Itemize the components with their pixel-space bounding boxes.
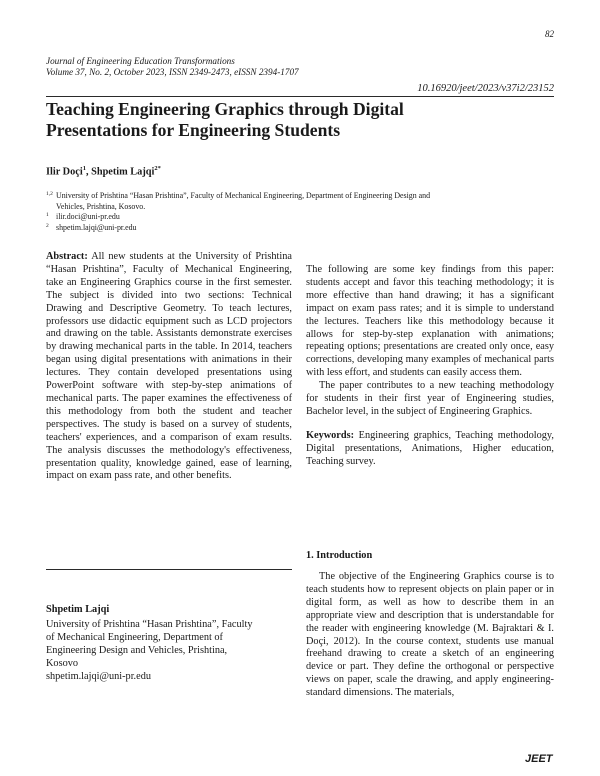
keywords-text: Engineering graphics, Teaching methodology, Digital presentations, Animations, Higher education, Teaching survey. xyxy=(306,429,554,467)
corresponding-author xyxy=(46,604,296,683)
corresponding-author-name: Shpetim Lajqi xyxy=(46,604,110,615)
keywords-paragraph xyxy=(306,430,554,469)
email-1-sup: 1 xyxy=(46,212,49,218)
corresponding-address-4: Kosovo xyxy=(46,657,79,669)
affiliation-text: University of Prishtina “Hasan Prishtina”, Faculty of Mechanical Engineering, Department of Engineering Design and xyxy=(56,191,431,200)
jeet-logo-text: JEET xyxy=(525,753,553,764)
doi: 10.16920/jeet/2023/v37i2/23152 xyxy=(417,83,554,94)
abstract-text: All new students at the University of Prishtina “Hasan Prishtina”, Faculty of Mechanical Engineering, take an Engineering Graphics course in the first semester. The subject is divided into two sections: Technical Drawing and Descriptive Geometry. To teach lectures, professors use didactic equipment such as LCD projectors and drawing on the table. Assistants demonstrate exercises by drawing mechanical parts in the table. In 2014, teachers began using digital presentations with animations in their lectures. They contain developed presentations using PowerPoint software with step-by-step animations of mechanical parts. The paper examines the effectiveness of this methodology from both the student and teacher perspectives. The study is based on a survey of students, teachers' experiences, and a comparison of exam results. The analysis discusses the methodology's effectiveness, presentation quality, knowledge gained, ease of learning, impact on exam pass rate, and other benefits. xyxy=(46,251,292,482)
findings-paragraph: The following are some key findings from this paper: students accept and favor this teaching methodology; it is more effective than hand drawing; it has a significant impact on exam pass rates; and it is simple to understand the lectures. Teachers like this methodology because it allows for step-by-step explanation with animations; repeating options; presentations are created only once, easy corrections, developing many examples of mechanical parts with less effort, and students can easily access them. xyxy=(306,264,554,379)
keywords-label: Keywords: xyxy=(306,429,355,441)
corresponding-address-2: of Mechanical Engineering, Department of xyxy=(46,631,223,643)
corresponding-address-1: University of Prishtina “Hasan Prishtina”, Faculty xyxy=(46,618,253,630)
abstract-label: Abstract: xyxy=(46,251,88,262)
abstract-column xyxy=(46,251,292,483)
title-line-2: Presentations for Engineering Students xyxy=(46,120,341,140)
corresponding-email: shpetim.lajqi@uni-pr.edu xyxy=(46,670,151,682)
email-1: ilir.doci@uni-pr.edu xyxy=(56,212,120,221)
introduction-paragraph: The objective of the Engineering Graphics course is to teach students how to represent objects on plain paper or in digital form, as well as how to describe them in an appropriate view and description that is understandable for the reader with engineering knowledge (M. Bajraktari & I. Doçi, 2012). In the course context, students use manual freehand drawing to create a sketch of an engineering device or part. They define the orthogonal or perspective views on paper, scale the drawing, and apply engineering-standard dimensions. The materials, xyxy=(306,571,554,699)
introduction-heading: 1. Introduction xyxy=(306,550,373,561)
affiliations xyxy=(46,191,546,233)
author-list xyxy=(46,165,161,177)
header-rule xyxy=(46,96,554,97)
email-2-sup: 2 xyxy=(46,222,49,229)
affiliation-sup: 1,2 xyxy=(46,191,53,197)
journal-volume: Volume 37, No. 2, October 2023, ISSN 2349-2473, eISSN 2394-1707 xyxy=(46,67,299,77)
journal-name: Journal of Engineering Education Transformations xyxy=(46,56,235,66)
abstract-paragraph xyxy=(46,251,292,483)
email-2: shpetim.lajqi@uni-pr.edu xyxy=(56,222,137,232)
author-2-sup: 2* xyxy=(154,165,161,172)
email-line-2 xyxy=(46,223,546,234)
corresponding-address-3: Engineering Design and Vehicles, Prishtina, xyxy=(46,644,228,656)
author-2: Shpetim Lajqi xyxy=(91,166,155,178)
paper-title xyxy=(46,99,546,141)
email-line-1 xyxy=(46,212,546,223)
introduction-column xyxy=(306,571,554,700)
title-line-1: Teaching Engineering Graphics through Digital xyxy=(46,99,404,119)
jeet-logo xyxy=(524,750,556,764)
affiliation-line xyxy=(46,191,546,202)
abstract-continued-column xyxy=(306,264,554,469)
journal-header xyxy=(46,56,299,78)
author-1: Ilir Doçi xyxy=(46,166,83,178)
affiliation-continued: Vehicles, Prishtina, Kosovo. xyxy=(56,201,146,211)
author-1-sup: 1 xyxy=(82,165,86,172)
footnote-rule xyxy=(46,569,292,570)
author-separator: , xyxy=(85,166,92,178)
page-number: 82 xyxy=(545,29,554,39)
contribution-paragraph: The paper contributes to a new teaching methodology for students in their first year of Engineering studies, Bachelor level, in the subject of Engineering Graphics. xyxy=(306,380,554,417)
